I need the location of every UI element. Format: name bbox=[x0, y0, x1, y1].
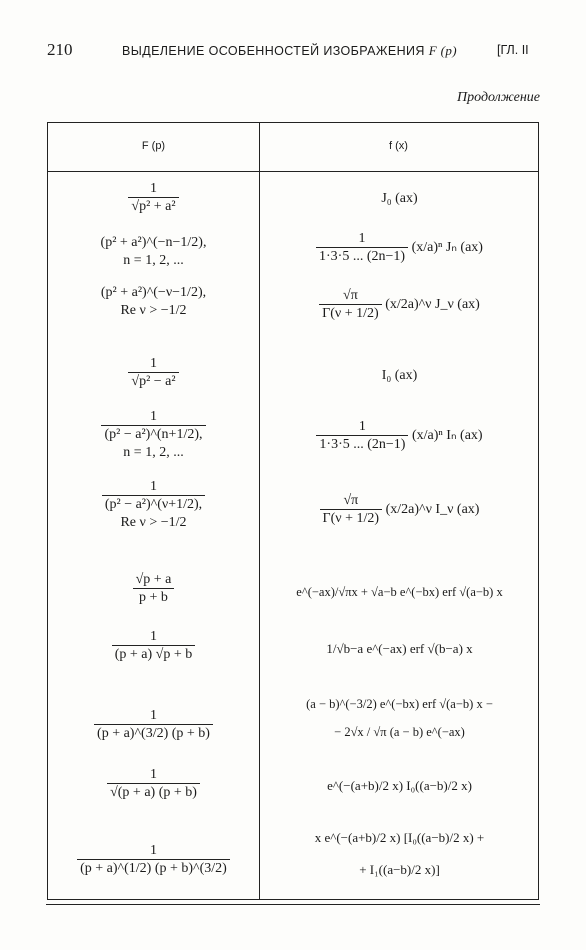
formula-table bbox=[47, 122, 539, 900]
row-9-left: $\frac{1}{√(p + a) (p + b)}$ bbox=[48, 767, 259, 801]
row-5-right: $\frac{√\pi}{\Gamma(\nu + 1/2)}$ (x/2a)^ν I_ν (ax) bbox=[259, 493, 540, 527]
row-3-right: I₀ (ax) bbox=[381, 368, 418, 383]
page-header bbox=[0, 40, 586, 64]
row-4-right: $\frac{1}{1\cdot 3\cdot 5 ... (2n-1)}$ (x/a)ⁿ Iₙ (ax) bbox=[259, 419, 540, 453]
column-header-left: F (p) bbox=[141, 140, 166, 152]
row-1-left: (p² + a²)^(−n−1/2), n = 1, 2, ... bbox=[100, 235, 207, 268]
header-divider bbox=[48, 171, 538, 172]
row-10-right: x e^(−(a+b)/2 x) [I₀((a−b)/2 x) + + I₁((a−b)/2 x)] bbox=[314, 830, 485, 877]
row-3-left: $\frac{1}{\text{√p² − a²}}$ bbox=[48, 356, 259, 390]
row-9-right: e^(−(a+b)/2 x) I₀((a−b)/2 x) bbox=[327, 778, 472, 793]
row-8-right: (a − b)^(−3/2) e^(−bx) erf √(a−b) x − − 2√x / √π (a − b) e^(−ax) bbox=[306, 697, 493, 739]
row-8-left: $\frac{1}{(p + a)\^{}(3/2) (p + b)}$ bbox=[48, 708, 259, 742]
row-7-left: $\frac{1}{(p + a) √p + b}$ bbox=[48, 629, 259, 663]
row-6-right: e^(−ax)/√πx + √a−b e^(−bx) erf √(a−b) x bbox=[296, 585, 503, 599]
row-10-left: $\frac{1}{(p + a)\^{}(1/2) (p + b)\^{}(3/2)}$ bbox=[48, 843, 259, 877]
row-2-left: (p² + a²)^(−ν−1/2), Re ν > −1/2 bbox=[100, 285, 207, 318]
chapter-label: [ГЛ. II bbox=[497, 43, 529, 57]
page-number: 210 bbox=[47, 40, 73, 59]
row-0-left: $\frac{1}{\text{√p² + a²}}$ bbox=[48, 181, 259, 215]
row-7-right: 1/√b−a e^(−ax) erf √(b−a) x bbox=[326, 641, 473, 656]
row-1-right: $\frac{1}{1\cdot 3\cdot 5 ... (2n-1)}$ (x/a)ⁿ Jₙ (ax) bbox=[259, 231, 540, 265]
row-4-left: $\frac{1}{\text{(p² − a²)\textasciicircum{}(n+1/2),}}$ n = 1, 2, ... bbox=[48, 409, 259, 461]
continuation-label: Продолжение bbox=[457, 90, 540, 105]
row-5-left: $\frac{1}{\text{(p² − a²)\textasciicircum{}(ν+1/2),}}$ Re ν > −1/2 bbox=[48, 479, 259, 531]
row-2-right: $\frac{√\pi}{\Gamma(\nu + 1/2)}$ (x/2a)^ν J_ν (ax) bbox=[259, 288, 540, 322]
row-6-left: $\frac{√p + a}{p + b}$ bbox=[48, 572, 259, 606]
bottom-rule bbox=[46, 904, 540, 905]
running-title: ВЫДЕЛЕНИЕ ОСОБЕННОСТЕЙ ИЗОБРАЖЕНИЯ F (p) bbox=[122, 43, 458, 58]
row-0-right: J₀ (ax) bbox=[381, 191, 418, 206]
column-header-right: f (x) bbox=[389, 140, 408, 152]
